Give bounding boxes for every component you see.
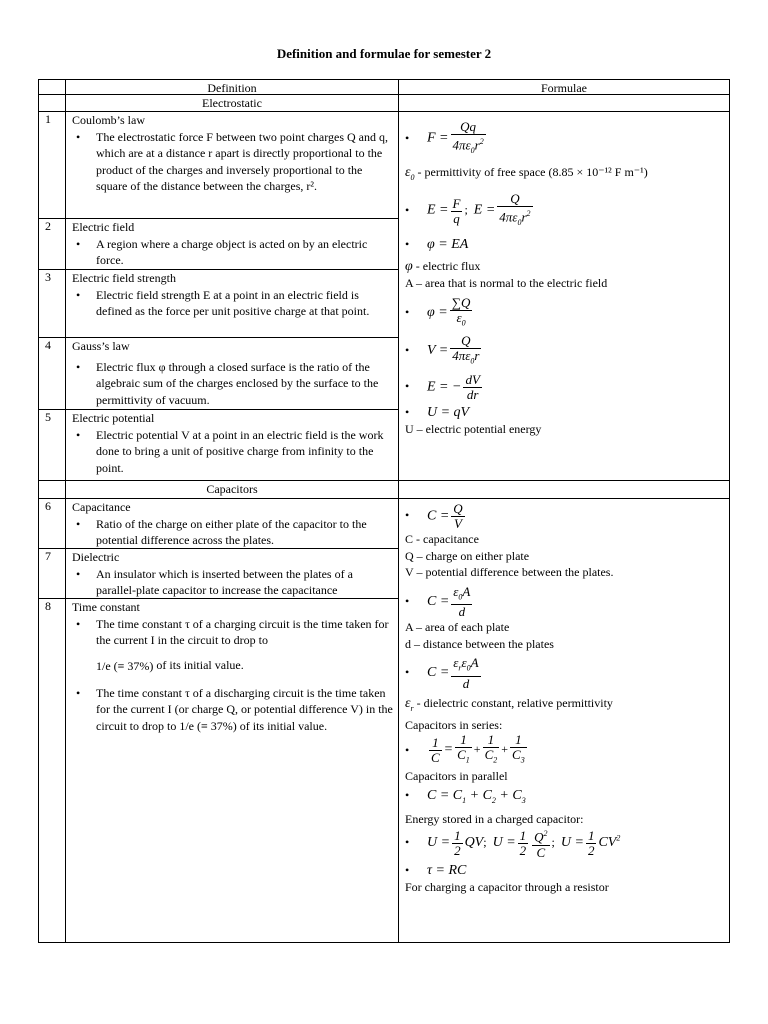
row-dielectric <box>72 549 394 599</box>
row-text: • The electrostatic force F between two point charges Q and q, which are at a distance r apart is directly proportional to the product of the charges and inversely proportional to the square of the distance between the charges, r². <box>72 129 394 195</box>
row-number: 4 <box>45 338 51 352</box>
row-heading: Electric field <box>72 220 135 234</box>
row-number: 3 <box>45 270 51 284</box>
formulae-electrostatic: • F = $\frac{Qq}{4\pi\varepsilon_0r^2}$ $\varepsilon_0$ - permittivity of free space (8.85 × 10⁻¹² F m⁻¹) • E = $\frac{F}{q}$ ; E = $\frac{Q}{4\pi\varepsilon_0r^2}$ • φ = EA φ - electric flux A – area that is normal to the electric field • φ = $\frac{\sum Q}{\varepsilon_0}$ • V = $\frac{Q}{4\pi\varepsilon_0r}$ • E = − $\frac{dV}{dr}$ • U = qV U – electric potential energy <box>405 119 648 437</box>
row-heading: Coulomb’s law <box>72 113 146 127</box>
row-number: 2 <box>45 219 51 233</box>
row-number: 7 <box>45 549 51 563</box>
row-potential <box>72 410 394 476</box>
row-number: 1 <box>45 112 51 126</box>
row-time-constant <box>72 599 394 734</box>
row-gauss <box>72 338 394 408</box>
row-capacitance <box>72 499 394 549</box>
fraction-1-over-e: 1/e (≡ 37%) <box>179 718 237 733</box>
row-text: • A region where a charge object is acted on by an electric force. <box>72 236 394 269</box>
header-definition: Definition <box>207 81 257 95</box>
header-formulae: Formulae <box>541 81 587 95</box>
section-electrostatic: Electrostatic <box>202 96 262 110</box>
section-capacitors: Capacitors <box>206 482 258 496</box>
row-number: 5 <box>45 410 51 424</box>
row-text: • Electric flux φ through a closed surface is the ratio of the algebraic sum of the charges enclosed by the surface to the permittivity of vacuum. <box>72 359 394 409</box>
formulae-capacitors: • C = $\frac{Q}{V}$ C - capacitance Q – charge on either plate V – potential difference between the plates. • C = $\frac{\varepsilon_0A}{d}$ A – area of each plate d – distance between the plates • C = $\varepsilon_r\varepsilon_0A$ d $\varepsilon_r$ - dielectric constant, relative permittivity Capacitors in series: • $\frac{1}{C}$ = $\frac{1}{C_1}$ + $\frac{1}{C_2}$ + $\frac{1}{C_3}$ Capacitors in parallel • $C = C_1 + C_2 + C_3$ Energy stored in a charged capacitor: • U = $\frac{1}{2}$ QV; U = $\frac{1}{2}$ $\frac{Q^2}{C}$ ; U = $\frac{1}{2}$ $CV^2$ • τ = RC For charging a capacitor through a resistor <box>405 501 621 895</box>
row-text: • Ratio of the charge on either plate of the capacitor to the potential difference across the plates. <box>72 516 394 549</box>
row-field-strength <box>72 270 394 320</box>
row-text: • The time constant τ of a discharging circuit is the time taken for the current I (or charge Q, or potential difference V) in the circuit to drop to 1/e (≡ 37%) of its initial value. <box>72 685 394 735</box>
row-number: 8 <box>45 599 51 613</box>
row-text: • An insulator which is inserted between the plates of a parallel-plate capacitor to increase the capacitance <box>72 566 394 599</box>
row-text: • Electric potential V at a point in an electric field is the work done to bring a unit of positive charge from infinity to the point. <box>72 427 394 477</box>
row-heading: Gauss’s law <box>72 339 130 353</box>
row-heading: Electric potential <box>72 411 155 425</box>
row-heading: Time constant <box>72 600 140 614</box>
row-heading: Electric field strength <box>72 271 176 285</box>
formula-table <box>38 79 730 943</box>
row-coulomb <box>72 112 394 195</box>
row-electric-field <box>72 219 394 269</box>
row-heading: Dielectric <box>72 550 120 564</box>
row-text: • The time constant τ of a charging circuit is the time taken for the current I in the circuit to drop to 1/e (≡ 37%) of its initial value. <box>72 616 394 683</box>
page-title: Definition and formulae for semester 2 <box>276 46 492 61</box>
row-heading: Capacitance <box>72 500 131 514</box>
row-text: • Electric field strength E at a point in an electric field is defined as the force per unit positive charge at that point. <box>72 287 394 320</box>
fraction-1-over-e: 1/e (≡ 37%) <box>96 658 154 673</box>
row-number: 6 <box>45 499 51 513</box>
